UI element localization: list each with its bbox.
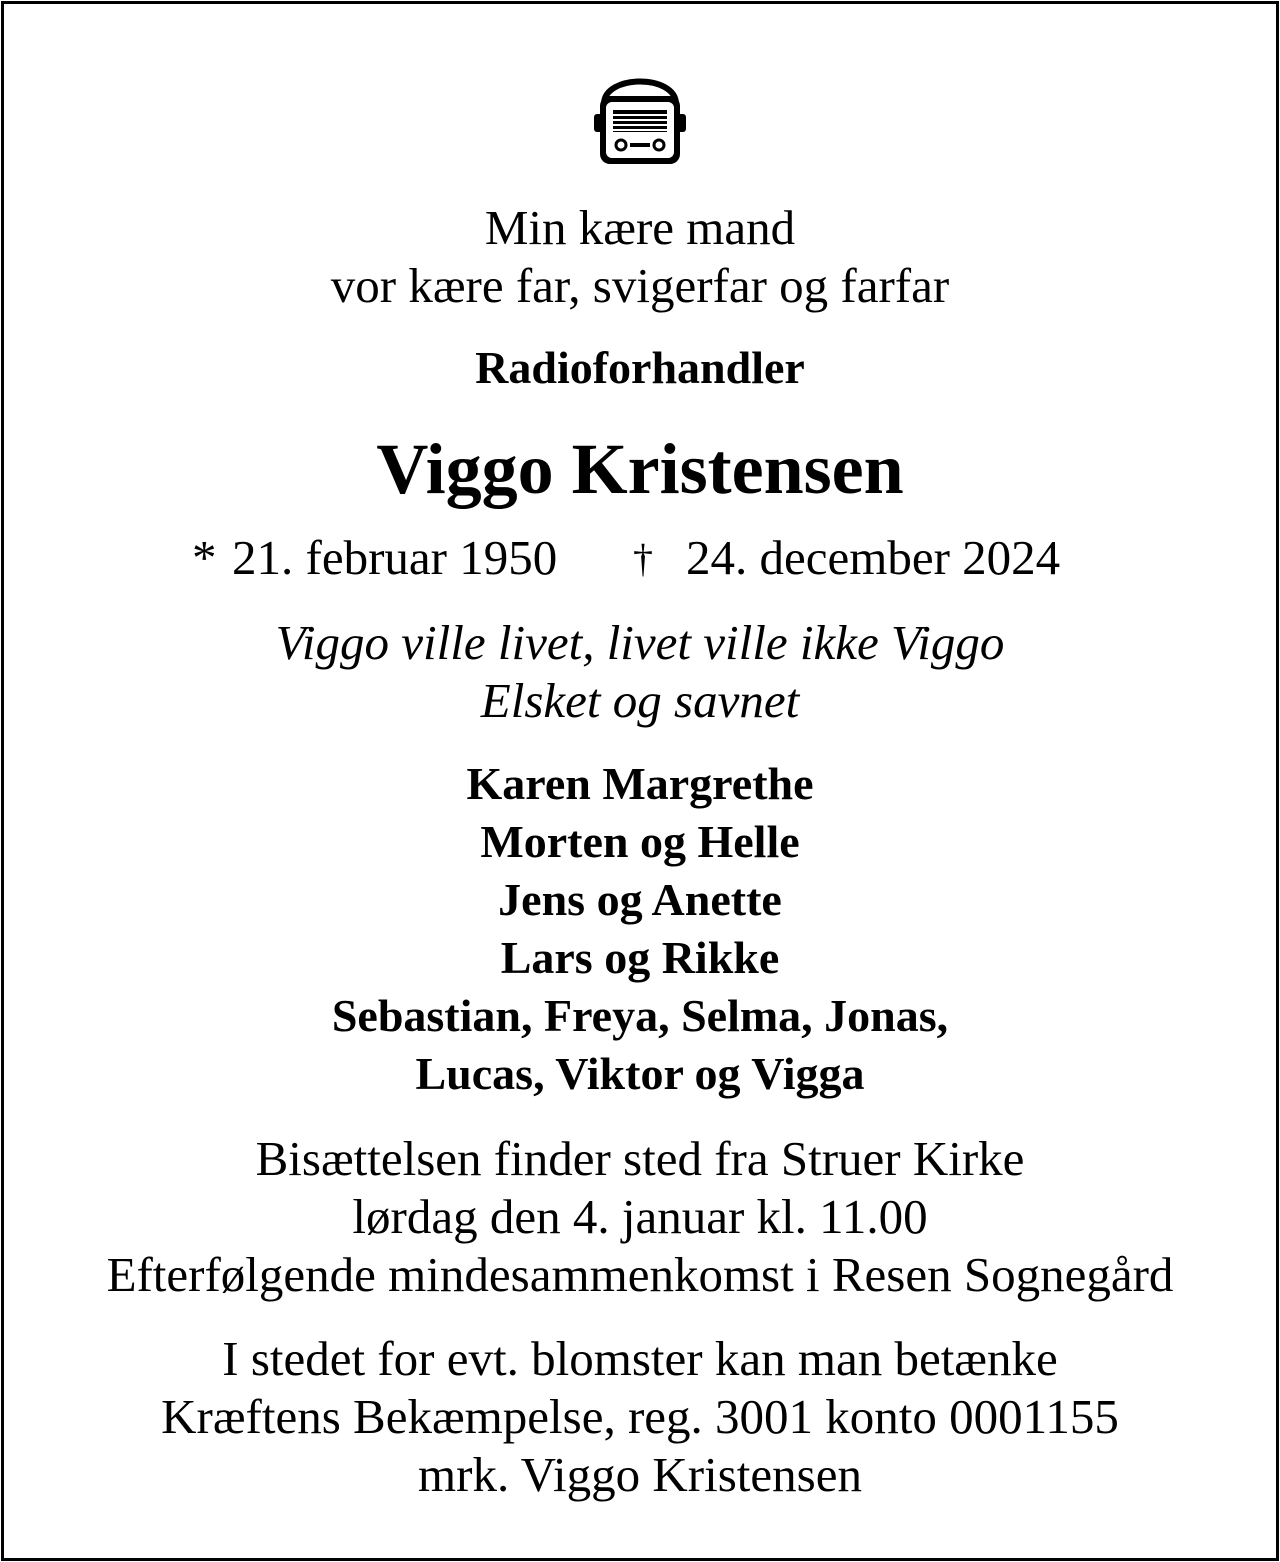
death-date: 24. december 2024 — [686, 530, 1061, 585]
intro-line-2: vor kære far, svigerfar og farfar — [330, 258, 950, 313]
family-line: Morten og Helle — [480, 816, 800, 867]
birth-date: 21. februar 1950 — [232, 530, 558, 585]
donation-line: Kræftens Bekæmpelse, reg. 3001 konto 0001155 — [161, 1389, 1119, 1444]
occupation: Radioforhandler — [475, 342, 805, 393]
death-symbol: † — [633, 536, 653, 581]
family-line: Lars og Rikke — [500, 932, 780, 983]
family-line: Karen Margrethe — [466, 758, 814, 809]
donation-line: mrk. Viggo Kristensen — [418, 1447, 862, 1502]
ceremony-line: Bisættelsen finder sted fra Struer Kirke — [255, 1131, 1025, 1186]
quote-line-2: Elsket og savnet — [480, 673, 800, 728]
family-line: Sebastian, Freya, Selma, Jonas, — [331, 990, 949, 1041]
birth-symbol: * — [192, 530, 217, 585]
intro-line-1: Min kære mand — [484, 200, 796, 255]
ceremony-line: lørdag den 4. januar kl. 11.00 — [352, 1189, 928, 1244]
donation-line: I stedet for evt. blomster kan man betænke — [222, 1331, 1058, 1386]
family-line: Jens og Anette — [498, 874, 782, 925]
family-line: Lucas, Viktor og Vigga — [415, 1048, 865, 1099]
radio-icon — [592, 68, 688, 166]
ceremony-line: Efterfølgende mindesammenkomst i Resen Sognegård — [106, 1247, 1174, 1302]
deceased-name: Viggo Kristensen — [376, 429, 904, 509]
quote-line-1: Viggo ville livet, livet ville ikke Viggo — [275, 615, 1005, 670]
